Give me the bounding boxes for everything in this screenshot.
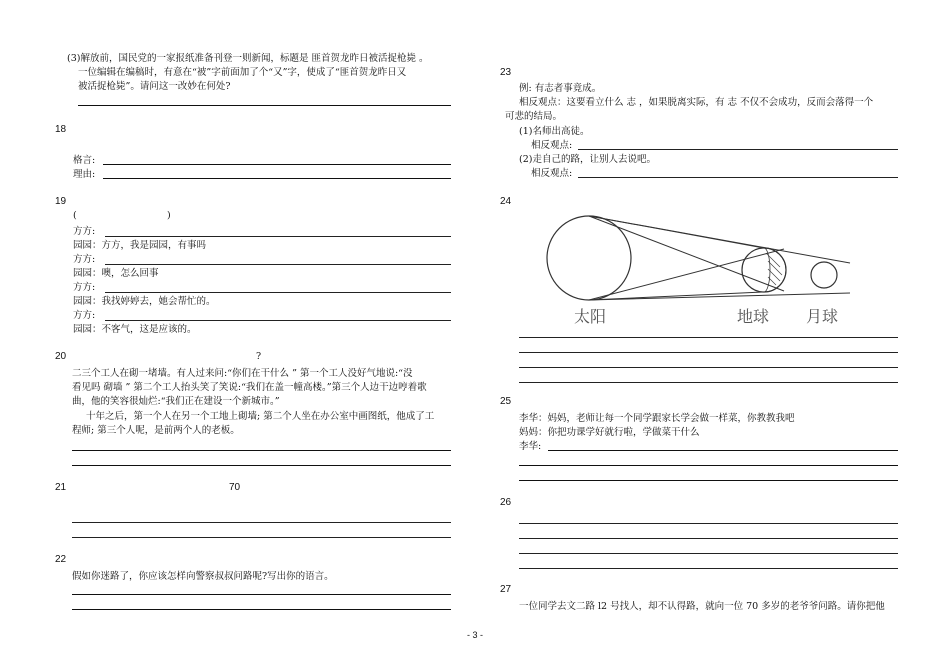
dialog-line: 园园：不客气，这是应该的。 [73, 324, 197, 335]
question-number-27: 27 [500, 584, 512, 595]
question-number-20: 20 [55, 351, 67, 362]
motto-label: 格言: [73, 155, 96, 166]
answer-line[interactable] [72, 450, 451, 451]
dialog-line: 方方: [73, 254, 96, 265]
sun-label: 太阳 [574, 307, 607, 325]
answer-line[interactable] [519, 538, 898, 539]
q23-item-2-label: 相反观点: [531, 168, 573, 179]
answer-line[interactable] [72, 465, 451, 466]
ray-line [589, 216, 764, 248]
dialog-answer-line[interactable] [105, 236, 451, 237]
question-number-21: 21 [55, 482, 67, 493]
motto-answer-line[interactable] [103, 164, 451, 165]
answer-line[interactable] [72, 609, 451, 610]
q22-text: 假如你迷路了，你应该怎样向警察叔叔问路呢?写出你的语言。 [72, 571, 334, 582]
moon-label: 月球 [806, 307, 839, 325]
q17-line2: 一位编辑在编稿时，有意在“被”字前面加了个“又”字，使成了“匪首贺龙昨日又 [78, 67, 407, 78]
q23-example: 例: 有志者事竟成。 [519, 83, 602, 94]
question-number-23: 23 [500, 67, 512, 78]
answer-line[interactable] [72, 522, 451, 523]
dialog-line: 方方: [73, 226, 96, 237]
dialog-line: 方方: [73, 310, 96, 321]
sun-earth-moon-diagram [544, 205, 852, 325]
bracket-open: ( [73, 210, 77, 221]
story-line: 二三个工人在砌一堵墙。有人过来问:“你们在干什么 ” 第一个工人没好气地说:“没 [72, 368, 413, 379]
story-line: 十年之后，第一个人在另一个工地上砌墙; 第二个人坐在办公室中画图纸，他成了工 [86, 411, 435, 422]
q25-line-2: 妈妈：你把功课学好就行啦，学做菜干什么 [519, 427, 700, 438]
ray-line [589, 216, 784, 291]
q23-item-2: (2)走自己的路，让别人去说吧。 [519, 154, 656, 165]
page-number: - 3 - [467, 630, 484, 640]
answer-line[interactable] [519, 367, 898, 368]
question-number-24: 24 [500, 196, 512, 207]
q27-text: 一位同学去文二路 l2 号找人，却不认得路，就向一位 70 多岁的老爷爷问路。请你把他 [519, 601, 885, 612]
story-line: 看见吗 砌墙 ” 第二个工人抬头笑了笑说:“我们在盖一幢高楼。”第三个人边干边哼着歌 [72, 382, 427, 393]
answer-line[interactable] [519, 337, 898, 338]
story-line: 程师; 第三个人呢，是前两个人的老板。 [72, 425, 240, 436]
question-number-26: 26 [500, 497, 512, 508]
answer-line[interactable] [519, 523, 898, 524]
story-line: 曲，他的笑容很灿烂:“我们正在建设一个新城市。” [72, 396, 280, 407]
question-number-25: 25 [500, 396, 512, 407]
answer-line[interactable] [519, 480, 898, 481]
answer-line[interactable] [72, 537, 451, 538]
answer-line[interactable] [578, 149, 898, 150]
q23-item-1-label: 相反观点: [531, 140, 573, 151]
earth-label: 地球 [737, 307, 770, 325]
q17-line3: 被活捉枪毙”。请问这一改妙在何处? [78, 81, 231, 92]
q23-opposite-view: 相反观点：这要看立什么 志 ，如果脱离实际，有 志 不仅不会成功，反而会落得一个 [519, 97, 874, 108]
answer-line[interactable] [519, 568, 898, 569]
dialog-answer-line[interactable] [105, 264, 451, 265]
dialog-line: 园园：噢，怎么回事 [73, 268, 159, 279]
dialog-line: 园园：方方，我是园园，有事吗 [73, 240, 207, 251]
question-mark: ? [256, 351, 262, 362]
q17-line1: (3)解放前，国民党的一家报纸准备刊登一则新闻，标题是 匪首贺龙昨日被活捉枪毙 。 [67, 53, 429, 64]
q25-line-1: 李华：妈妈，老师让每一个同学跟家长学会做一样菜，你教教我吧 [519, 413, 795, 424]
answer-line[interactable] [548, 450, 898, 451]
dialog-line: 方方: [73, 282, 96, 293]
dialog-line: 园园：我找婷婷去，她会帮忙的。 [73, 296, 216, 307]
answer-line[interactable] [519, 352, 898, 353]
question-number-18: 18 [55, 124, 67, 135]
answer-line[interactable] [519, 382, 898, 383]
moon-circle [811, 262, 837, 288]
question-number-22: 22 [55, 554, 67, 565]
answer-line[interactable] [578, 177, 898, 178]
sun-circle [547, 216, 631, 300]
bracket-close: ) [167, 210, 171, 221]
dialog-answer-line[interactable] [105, 292, 451, 293]
dialog-answer-line[interactable] [105, 320, 451, 321]
q25-label: 李华: [519, 441, 542, 452]
reason-answer-line[interactable] [103, 178, 451, 179]
answer-line[interactable] [72, 594, 451, 595]
q23-opposite-view-cont: 可悲的结局。 [505, 111, 563, 122]
word-count: 70 [229, 482, 241, 493]
q23-item-1: (1)名师出高徒。 [519, 126, 590, 137]
answer-line[interactable] [519, 465, 898, 466]
answer-line[interactable] [78, 105, 451, 106]
question-number-19: 19 [55, 196, 67, 207]
answer-line[interactable] [519, 553, 898, 554]
reason-label: 理由: [73, 169, 96, 180]
